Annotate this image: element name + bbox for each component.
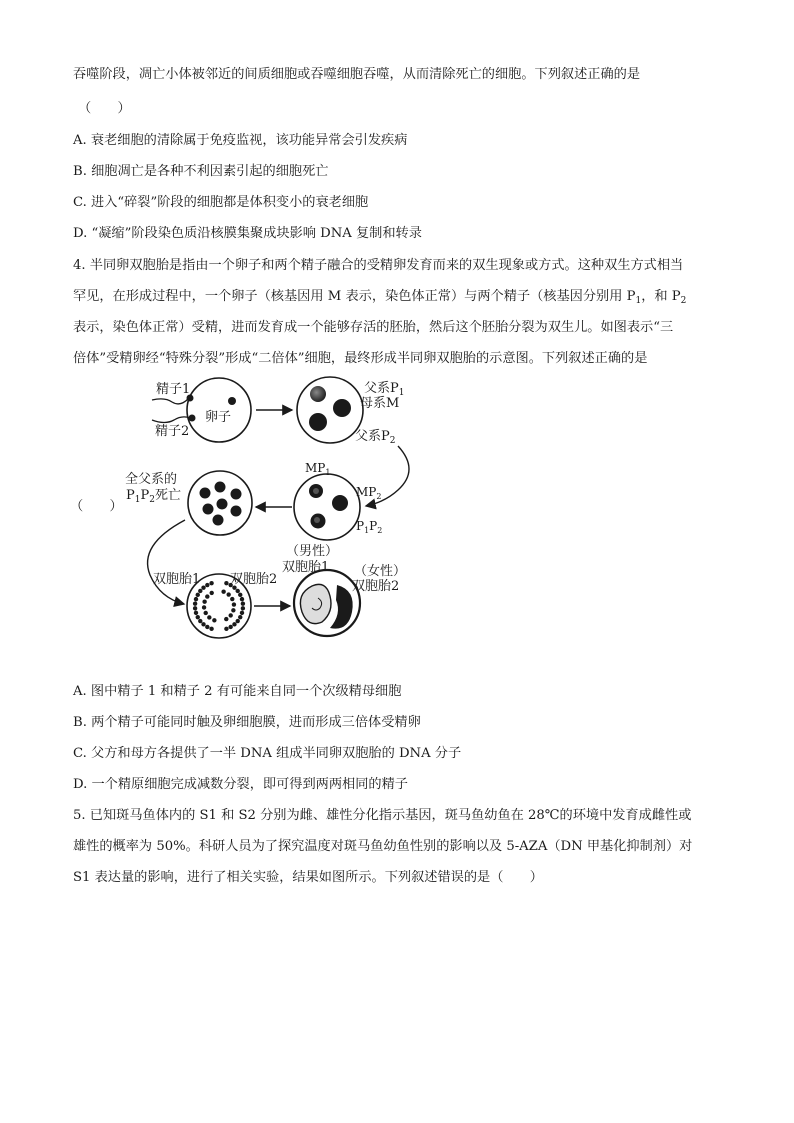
multinucleate-cell xyxy=(188,471,252,535)
twin2-left-label: 双胞胎2 xyxy=(230,572,278,587)
cell-dot xyxy=(204,611,208,615)
q4-option-d[interactable]: D. 一个精原细胞完成减数分裂，即可得到两两相同的精子 xyxy=(73,777,408,792)
father-p1-label: 父系$P_1$ xyxy=(364,381,405,398)
sperm2-label: 精子2 xyxy=(155,424,190,439)
twin1-left-label: 双胞胎1 xyxy=(153,572,201,587)
cell-dot xyxy=(221,590,225,594)
cell-dot xyxy=(196,615,200,619)
cell-dot xyxy=(226,592,230,596)
q5-stem-line1: 5. 已知斑马鱼体内的 S1 和 S2 分别为雌、雄性分化指示基因，斑马鱼幼鱼在 28℃的环境中发育成雌性或 xyxy=(73,808,692,823)
cell-dot xyxy=(207,615,211,619)
twin2-right-label: 双胞胎2 xyxy=(352,579,400,594)
egg-cell xyxy=(187,378,251,442)
cell-dot xyxy=(210,591,214,595)
cell-dot xyxy=(240,597,244,601)
twin-embryos-cell xyxy=(294,570,360,636)
q4-option-c[interactable]: C. 父方和母方各提供了一半 DNA 组成半同卵双胞胎的 DNA 分子 xyxy=(73,746,462,761)
q5-stem-line2: 雄性的概率为 50%。科研人员为了探究温度对斑马鱼幼鱼性别的影响以及 5-AZA（DN 甲基化抑制剂）对 xyxy=(73,839,693,854)
cell-dot xyxy=(224,617,228,621)
cell-dot xyxy=(240,611,244,615)
cell-dot xyxy=(196,593,200,597)
q3-option-d[interactable]: D. “凝缩”阶段染色质沿核膜集聚成块影响 DNA 复制和转录 xyxy=(73,226,422,241)
q3-stem-line: 吞噬阶段，凋亡小体被邻近的间质细胞或吞噬细胞吞噬，从而清除死亡的细胞。下列叙述正确的是 xyxy=(73,67,641,82)
cell-dot xyxy=(241,606,245,610)
q4-stem-line4: 倍体”受精卵经“特殊分裂”形成“二倍体”细胞，最终形成半同卵双胞胎的示意图。下列叙述正确的是 xyxy=(73,351,648,366)
cell-dot xyxy=(228,613,232,617)
all-father-label: 全父系的 xyxy=(125,472,178,487)
cell-dot xyxy=(209,627,213,631)
twin1-right-label: 双胞胎1 xyxy=(282,560,330,575)
q4-option-b[interactable]: B. 两个精子可能同时触及卵细胞膜，进而形成三倍体受精卵 xyxy=(73,715,421,730)
cell-dot xyxy=(236,589,240,593)
sperm1-label: 精子1 xyxy=(156,382,191,397)
cell-dot xyxy=(232,602,236,606)
cell-dot xyxy=(193,601,197,605)
cell-dot xyxy=(230,597,234,601)
cell-dot xyxy=(201,585,205,589)
p1p2-label: $P_1P_2$ xyxy=(356,519,383,535)
p1p2-dead-label: $P_1P_2$死亡 xyxy=(126,488,181,505)
cell-dot xyxy=(205,583,209,587)
cell-dot xyxy=(198,589,202,593)
cell-dot xyxy=(232,622,236,626)
cell-dot xyxy=(224,581,228,585)
q3-option-c[interactable]: C. 进入“碎裂”阶段的细胞都是体积变小的衰老细胞 xyxy=(73,195,369,210)
q4-stem-line3: 表示，染色体正常）受精，进而发育成一个能够存活的胚胎，然后这个胚胎分裂为双生儿。如图表示“三 xyxy=(73,320,674,335)
father-p2-label: 父系$P_2$ xyxy=(355,429,396,446)
egg-nucleus xyxy=(228,397,236,405)
cell-dot xyxy=(201,622,205,626)
q3-option-a[interactable]: A. 衰老细胞的清除属于免疫监视，该功能异常会引发疾病 xyxy=(73,133,408,148)
cell-dot xyxy=(238,593,242,597)
q4-stem-line2: 罕见，在形成过程中，一个卵子（核基因用 M 表示，染色体正常）与两个精子（核基因分别用 $P_1$，和 $P_2$ xyxy=(73,289,687,306)
q3-option-b[interactable]: B. 细胞凋亡是各种不利因素引起的细胞死亡 xyxy=(73,164,329,179)
cell-dot xyxy=(228,625,232,629)
triploid-zygote xyxy=(297,377,363,443)
cell-dot xyxy=(231,608,235,612)
pronucleus-m xyxy=(333,399,351,417)
cell-dot xyxy=(238,615,242,619)
mp2-label: $MP_2$ xyxy=(356,485,382,501)
egg-label: 卵子 xyxy=(205,410,232,425)
cell-dot xyxy=(198,619,202,623)
mp1-label: $MP_1$ xyxy=(305,461,331,477)
mother-m-label: 母系M xyxy=(360,396,400,411)
cell-dot xyxy=(202,605,206,609)
q4-stem-line1: 4. 半同卵双胞胎是指由一个卵子和两个精子融合的受精卵发育而来的双生现象或方式。这种双生方式相当 xyxy=(73,258,684,273)
q4-answer-paren: （ ） xyxy=(70,499,123,514)
q4-option-a[interactable]: A. 图中精子 1 和精子 2 有可能来自同一个次级精母细胞 xyxy=(73,684,402,699)
cell-dot xyxy=(224,627,228,631)
pronucleus-p1 xyxy=(310,386,326,402)
cell-dot xyxy=(212,618,216,622)
arrow-4 xyxy=(148,520,185,604)
cell-dot xyxy=(193,606,197,610)
cell-dot xyxy=(205,594,209,598)
q5-stem-line3: S1 表达量的影响，进行了相关实验，结果如图所示。下列叙述错误的是（ ） xyxy=(73,870,543,885)
cell-dot xyxy=(209,581,213,585)
cell-dot xyxy=(202,600,206,604)
q3-answer-paren: （ ） xyxy=(78,101,131,116)
cell-dot xyxy=(194,611,198,615)
cell-dot xyxy=(241,601,245,605)
pronucleus-p2 xyxy=(309,413,327,431)
diploid-division-cell xyxy=(294,474,360,540)
male-embryo xyxy=(300,584,331,623)
cell-dot xyxy=(236,619,240,623)
cell-dot xyxy=(205,625,209,629)
male-label: （男性） xyxy=(286,544,339,559)
cell-dot xyxy=(194,597,198,601)
female-label: （女性） xyxy=(354,564,407,579)
